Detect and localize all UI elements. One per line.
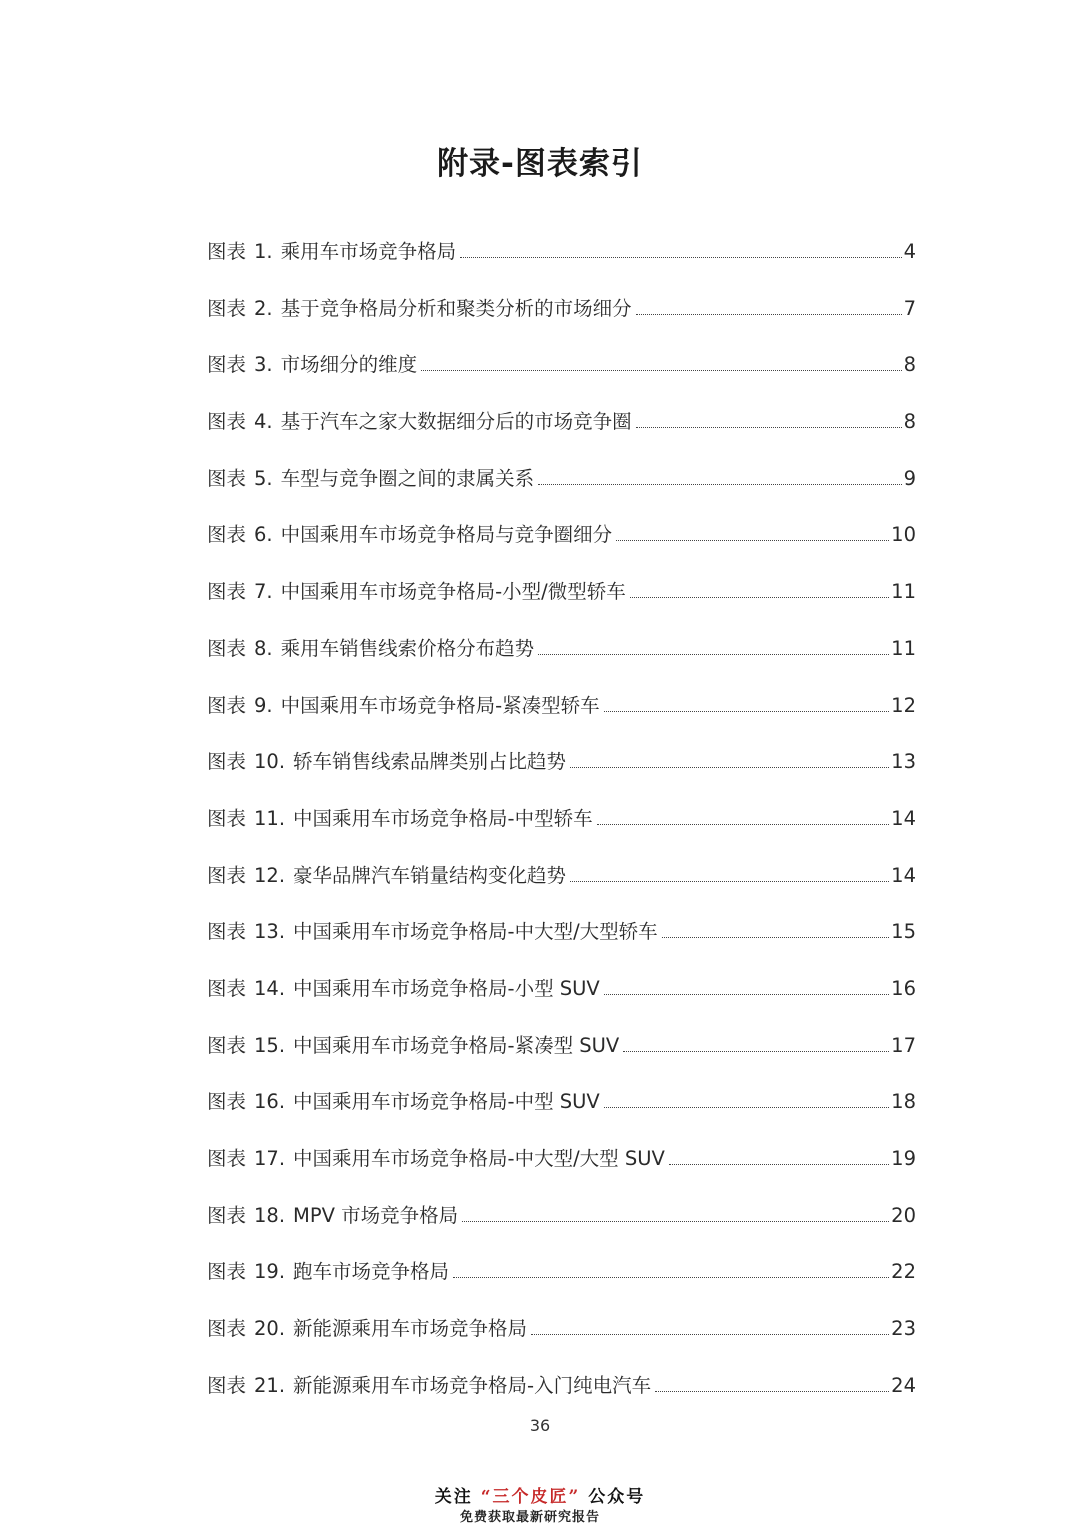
toc-entry-label [207,293,632,321]
toc-entry-prefix: 图表 [207,693,247,717]
toc-leader-dots [636,314,902,315]
toc-leader-dots [460,257,901,258]
toc-entry-label [207,236,456,264]
toc-entry-text: 中国乘用车市场竞争格局-紧凑型轿车 [280,693,600,717]
toc-entry-text: 跑车市场竞争格局 [293,1260,450,1284]
toc-entry-number: 4. [254,410,273,434]
toc-entry[interactable] [207,1086,916,1143]
toc-entry[interactable] [207,690,916,747]
toc-entry-number: 16. [254,1090,286,1114]
footer-suffix: 公众号 [588,1487,646,1507]
toc-leader-dots [538,654,889,655]
toc-entry-page: 24 [891,1373,916,1397]
toc-entry-text: 中国乘用车市场竞争格局-中型 SUV [293,1090,600,1114]
toc-entry-label [207,1256,449,1284]
toc-leader-dots [570,767,889,768]
toc-entry-number: 10. [254,750,286,774]
toc-entry-text: 新能源乘用车市场竞争格局-入门纯电汽车 [293,1373,652,1397]
toc-entry-page: 4 [903,240,916,263]
toc-entry-page: 8 [903,410,916,434]
toc-entry-text: 中国乘用车市场竞争格局-中型轿车 [293,806,593,830]
toc-leader-dots [655,1391,889,1392]
toc-entry-number: 19. [254,1260,286,1284]
toc-leader-dots [453,1277,889,1278]
toc-entry-prefix: 图表 [207,976,247,1000]
footer-tagline: 免费获取最新研究报告 [460,1510,601,1525]
toc-entry-label [207,576,626,604]
toc-leader-dots [570,881,889,882]
toc-entry-text: 中国乘用车市场竞争格局-小型 SUV [293,976,600,1000]
toc-entry[interactable] [207,860,916,917]
toc-entry-text: 车型与竞争圈之间的隶属关系 [280,466,535,490]
toc-entry[interactable] [207,1030,916,1087]
toc-entry-label [207,973,600,1001]
toc-leader-dots [623,1051,889,1052]
toc-entry-prefix: 图表 [207,296,247,320]
toc-entry-number: 3. [254,353,273,377]
toc-entry-page: 17 [891,1033,916,1057]
toc-entry-label [207,860,566,888]
toc-entry-label [207,519,612,547]
toc-leader-dots [636,427,902,428]
page-title: 附录-图表索引 [437,146,643,182]
toc-entry[interactable] [207,1256,916,1313]
toc-entry-prefix: 图表 [207,1203,247,1227]
toc-entry-prefix: 图表 [207,523,247,547]
toc-entry-prefix: 图表 [207,806,247,830]
toc-entry-label [207,1313,527,1341]
toc-entry-page: 11 [891,636,916,660]
toc-entry-number: 2. [254,296,273,320]
toc-leader-dots [462,1221,889,1222]
toc-entry-page: 14 [891,806,916,830]
toc-entry-prefix: 图表 [207,1033,247,1057]
toc-entry-number: 1. [254,240,273,263]
toc-entry[interactable] [207,1313,916,1370]
toc-leader-dots [604,994,889,995]
toc-entry-prefix: 图表 [207,580,247,604]
toc-entry-label [207,633,534,661]
toc-entry-number: 17. [254,1147,286,1170]
toc-entry-number: 12. [254,863,286,887]
toc-entry-label [207,463,534,491]
toc-entry[interactable] [207,1200,916,1257]
toc-entry-text: 豪华品牌汽车销量结构变化趋势 [293,863,567,887]
toc-entry-label [207,1143,665,1171]
toc-entry-text: 基于竞争格局分析和聚类分析的市场细分 [280,296,632,320]
toc-entry-number: 15. [254,1033,286,1057]
toc-leader-dots [597,824,890,825]
toc-entry[interactable] [207,633,916,690]
toc-entry-number: 6. [254,523,273,547]
toc-entry-prefix: 图表 [207,1317,247,1341]
toc-leader-dots [531,1334,889,1335]
toc-entry-prefix: 图表 [207,863,247,887]
toc-entry[interactable] [207,803,916,860]
toc-entry-page: 10 [891,523,916,547]
toc-entry[interactable] [207,463,916,520]
toc-entry[interactable] [207,1143,916,1200]
toc-entry-prefix: 图表 [207,240,247,263]
toc-entry-page: 7 [903,296,916,320]
toc-leader-dots [616,540,889,541]
toc-entry[interactable] [207,576,916,633]
toc-entry-number: 8. [254,636,273,660]
toc-entry-page: 23 [891,1317,916,1341]
figure-index-list [207,236,916,1426]
toc-entry-prefix: 图表 [207,1147,247,1170]
toc-entry-prefix: 图表 [207,1090,247,1114]
toc-leader-dots [604,1107,889,1108]
toc-entry-prefix: 图表 [207,636,247,660]
toc-leader-dots [669,1164,889,1165]
toc-entry-text: MPV 市场竞争格局 [293,1203,459,1227]
toc-entry-prefix: 图表 [207,1373,247,1397]
toc-entry-number: 5. [254,466,273,490]
toc-entry-number: 9. [254,693,273,717]
toc-entry-prefix: 图表 [207,353,247,377]
toc-entry-number: 14. [254,976,286,1000]
toc-entry-label [207,406,632,434]
toc-entry-label [207,1370,651,1398]
toc-entry-page: 18 [891,1090,916,1114]
toc-entry-label [207,916,658,944]
toc-entry-page: 12 [891,693,916,717]
toc-leader-dots [630,597,889,598]
toc-entry[interactable] [207,916,916,973]
toc-entry-text: 乘用车销售线索价格分布趋势 [280,636,535,660]
toc-entry-page: 16 [891,976,916,1000]
toc-entry-label [207,349,417,377]
toc-entry-prefix: 图表 [207,466,247,490]
toc-entry-page: 15 [891,920,916,944]
toc-entry-label [207,1030,619,1058]
toc-entry-text: 市场细分的维度 [280,353,418,377]
toc-entry-text: 中国乘用车市场竞争格局与竞争圈细分 [280,523,613,547]
toc-leader-dots [538,484,901,485]
toc-entry-text: 轿车销售线索品牌类别占比趋势 [293,750,567,774]
toc-leader-dots [604,711,890,712]
toc-entry-label [207,1200,458,1228]
toc-entry-text: 中国乘用车市场竞争格局-中大型/大型 SUV [293,1147,665,1170]
toc-entry-page: 13 [891,750,916,774]
toc-entry[interactable] [207,236,916,293]
footer-prefix: 关注 [434,1487,473,1507]
toc-entry[interactable] [207,973,916,1030]
toc-entry-number: 21. [254,1373,286,1397]
toc-entry-page: 9 [903,466,916,490]
toc-entry-number: 18. [254,1203,286,1227]
toc-entry-text: 乘用车市场竞争格局 [280,240,457,263]
toc-entry-page: 14 [891,863,916,887]
toc-leader-dots [421,370,901,371]
toc-entry-page: 19 [891,1147,916,1170]
toc-entry-page: 20 [891,1203,916,1227]
toc-entry-text: 中国乘用车市场竞争格局-小型/微型轿车 [280,580,626,604]
toc-entry-number: 7. [254,580,273,604]
toc-entry-label [207,746,566,774]
toc-entry-number: 11. [254,806,286,830]
toc-entry-prefix: 图表 [207,920,247,944]
footer-promo [0,1482,1080,1507]
toc-entry-text: 中国乘用车市场竞争格局-紧凑型 SUV [293,1033,620,1057]
toc-entry-prefix: 图表 [207,750,247,774]
toc-entry-number: 13. [254,920,286,944]
toc-entry-page: 22 [891,1260,916,1284]
toc-entry-number: 20. [254,1317,286,1341]
toc-entry-text: 基于汽车之家大数据细分后的市场竞争圈 [280,410,632,434]
toc-entry-page: 11 [891,580,916,604]
toc-entry-label [207,1086,600,1114]
toc-entry[interactable] [207,519,916,576]
toc-entry[interactable] [207,293,916,350]
toc-entry-label [207,803,593,831]
toc-entry-text: 中国乘用车市场竞争格局-中大型/大型轿车 [293,920,658,944]
toc-entry[interactable] [207,406,916,463]
toc-entry[interactable] [207,746,916,803]
toc-entry-label [207,690,600,718]
toc-entry-prefix: 图表 [207,1260,247,1284]
toc-entry-prefix: 图表 [207,410,247,434]
toc-entry-text: 新能源乘用车市场竞争格局 [293,1317,528,1341]
page-number: 36 [529,1416,551,1435]
footer-brand: “三个皮匠” [480,1487,581,1507]
toc-entry-page: 8 [903,353,916,377]
toc-leader-dots [662,937,890,938]
toc-entry[interactable] [207,349,916,406]
